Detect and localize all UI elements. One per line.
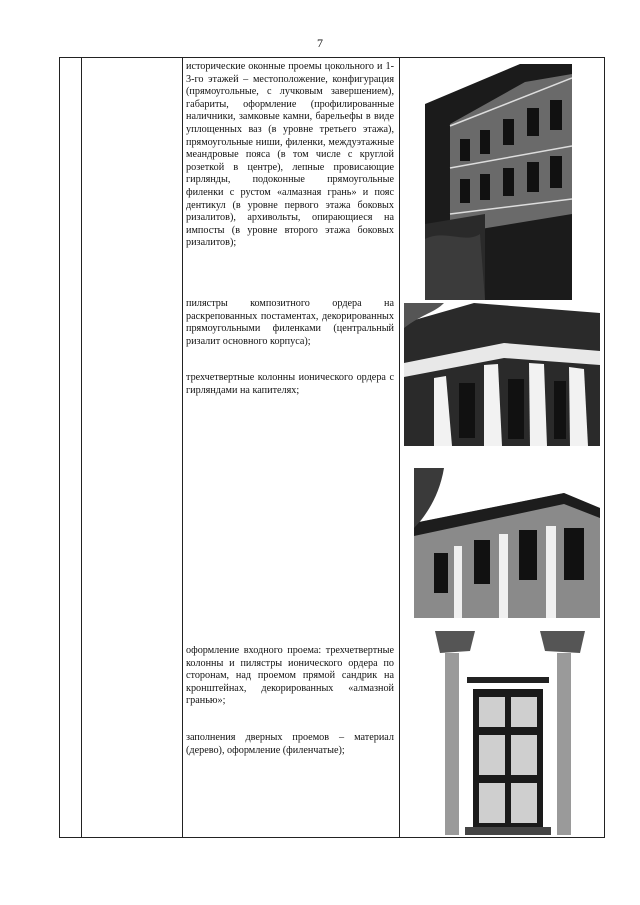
entry-columns: трехчетвертные колонны ионического ордера с гирляндами на капителях; [186,372,394,396]
document-table [59,57,605,838]
page-number: 7 [317,36,323,50]
column-divider-2 [182,57,183,838]
photo-facade-columns-upward [404,303,600,446]
table-border-left [59,57,60,838]
photo-facade-windows [425,64,572,300]
column-divider-3 [399,57,400,838]
entry-windows: исторические оконные проемы цокольного и 1-3-го этажей – местоположение, конфигурация (прямоугольные, с лучковым завершением), габариты, оформление (профилированные наличники, замковые камни, барельефы в виде уплощенных ваз (в уровне третьего этажа), прямоугольные ниши, филенки, междуэтажные меандровые пояса (в том числе с круглой розеткой в центре), лепные провисающие гирлянды, подоконные прямоугольные филенки с рустом «алмазная грань» и пояс дентикул (в уровне первого этажа боковых ризалитов), архивольты, опирающиеся на импосты (в уровне второго этажа боковых ризалитов); [186,61,394,249]
table-border-bottom [59,837,605,838]
entry-doors: заполнения дверных проемов – материал (дерево), оформление (филенчатые); [186,732,394,756]
photo-entrance-portal [425,631,590,835]
table-border-top [59,57,605,58]
column-divider-1 [81,57,82,838]
entry-pilasters: пилястры композитного ордера на раскрепованных постаментах, декорированных прямоугольными филенками (центральный ризалит основного корпуса); [186,298,394,347]
table-border-right [604,57,605,838]
photo-facade-pilasters [414,468,600,618]
entry-entrance: оформление входного проема: трехчетвертные колонны и пилястры ионического ордера по сторонам, над проемом прямой сандрик на кронштейнах, декорированных «алмазной гранью»; [186,645,394,707]
